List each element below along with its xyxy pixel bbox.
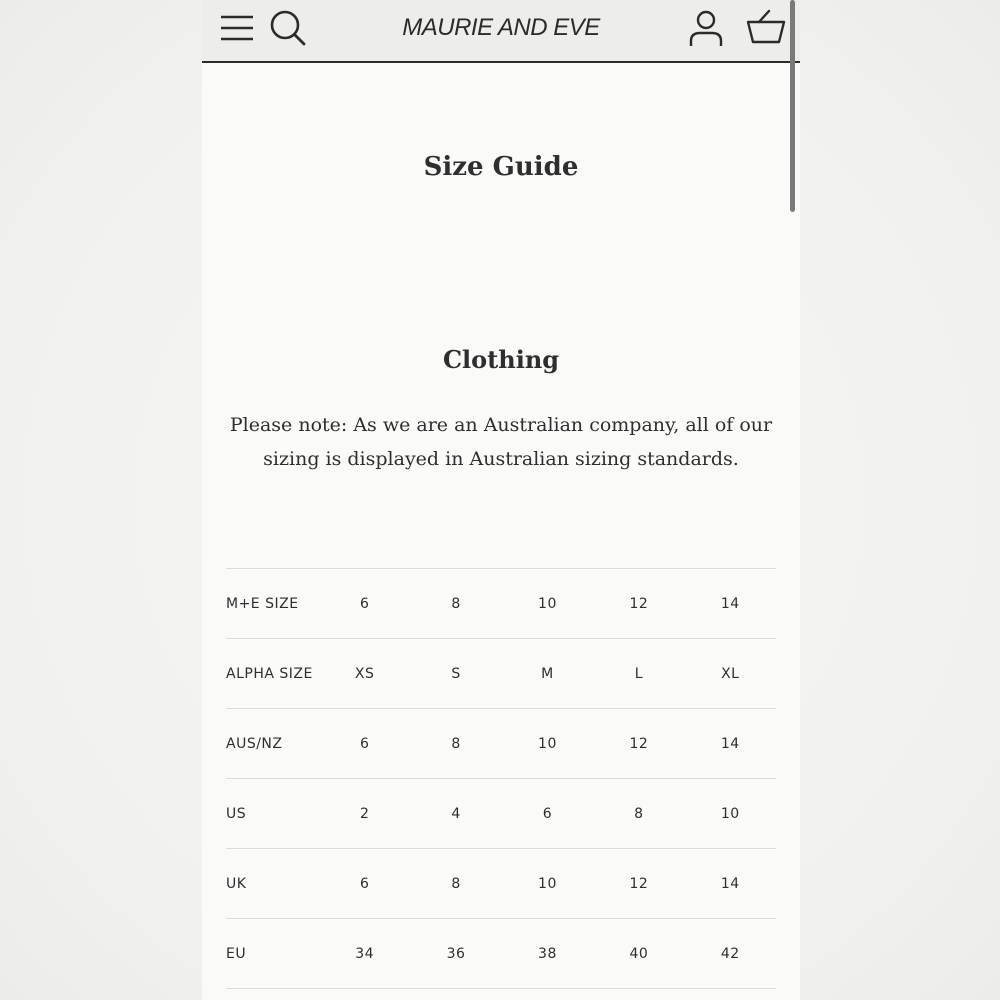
table-row [226,639,776,709]
basket-icon [745,8,787,48]
size-cell: 2 [359,805,370,822]
size-cell: 6 [359,875,370,892]
site-header [202,0,800,63]
table-row [226,849,776,919]
size-cell: L [634,665,644,682]
size-cell: 14 [720,595,740,612]
row-label: ALPHA SIZE [226,665,313,682]
size-cell: 8 [451,875,461,892]
account-button[interactable] [686,8,726,50]
row-label: EU [226,945,247,962]
size-cell: 8 [634,805,644,822]
row-label: UK [226,875,247,892]
size-cell: 14 [720,735,740,752]
size-cell: 34 [355,945,375,962]
size-cell: 6 [359,595,370,612]
size-cell: 10 [538,875,557,892]
size-cell: 14 [720,875,740,892]
size-table [226,568,776,989]
table-row [226,709,776,779]
size-cell: 36 [446,945,466,962]
row-label: US [226,805,247,822]
size-cell: 40 [629,945,649,962]
section-title-clothing: Clothing [442,345,560,374]
size-cell: 6 [359,735,370,752]
page-title: Size Guide [423,152,579,182]
user-icon [686,8,726,50]
menu-icon [221,14,253,42]
size-cell: 38 [538,945,557,962]
menu-button[interactable] [221,14,253,42]
size-cell: S [451,665,461,682]
row-label: M+E SIZE [226,595,299,612]
size-cell: 12 [629,735,649,752]
table-row [226,919,776,989]
brand-logo[interactable]: MAURIE AND EVE [402,14,600,41]
size-cell: 12 [629,875,649,892]
size-cell: 12 [629,595,649,612]
size-cell: 10 [538,595,557,612]
search-icon [268,8,308,48]
sizing-note: Please note: As we are an Australian company, all of our sizing is displayed in Australian sizing standards. [229,414,773,470]
size-cell: M [541,665,554,682]
mobile-viewport [202,0,800,1000]
size-cell: 42 [720,945,740,962]
cart-button[interactable] [745,8,787,48]
size-cell: 10 [538,735,557,752]
size-cell: XS [354,665,375,682]
row-label: AUS/NZ [226,735,283,752]
table-row [226,569,776,639]
size-cell: 10 [720,805,740,822]
size-cell: 8 [451,735,461,752]
size-cell: 8 [451,595,461,612]
size-cell: XL [721,665,740,682]
size-cell: 6 [542,805,553,822]
size-cell: 4 [451,805,461,822]
search-button[interactable] [268,8,308,48]
table-row [226,779,776,849]
